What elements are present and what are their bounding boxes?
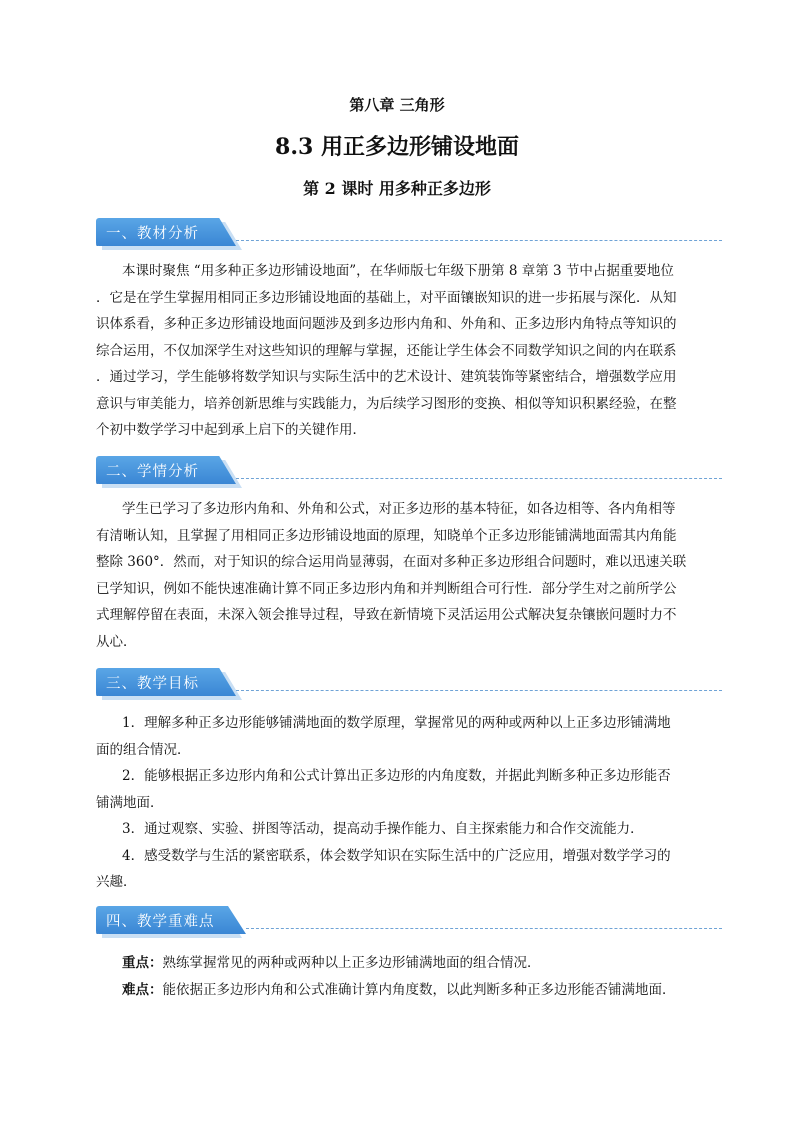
paragraph-line: 1．理解多种正多边形能够铺满地面的数学原理，掌握常见的两种或两种以上正多边形铺满地: [122, 715, 671, 731]
section-body-teaching-objectives: [96, 710, 722, 896]
paragraph-line: 本课时聚焦 “用多种正多边形铺设地面”，在华师版七年级下册第 8 章第 3 节中占据重要地位: [122, 263, 674, 279]
paragraph-line: 4．感受数学与生活的紧密联系，体会数学知识在实际生活中的广泛应用，增强对数学学习的: [122, 847, 671, 864]
difficult-point-line: [96, 977, 722, 1004]
paragraph-line: 个初中数学学习中起到承上启下的关键作用．: [96, 422, 366, 438]
paragraph-line: 式理解停留在表面，未深入领会推导过程，导致在新情境下灵活运用公式解决复杂镶嵌问题时力不: [96, 607, 677, 623]
paragraph-line: 学生已学习了多边形内角和、外角和公式，对正多边形的基本特征，如各边相等、各内角相等: [122, 501, 676, 517]
lesson-title: 8.3 用正多边形铺设地面: [275, 134, 519, 160]
section-header-textbook-analysis: [96, 218, 722, 248]
paragraph-line: 整除 360°．然而，对于知识的综合运用尚显薄弱，在面对多种正多边形组合问题时，难以迅速关联: [96, 554, 687, 570]
chapter-title: 第八章 三角形: [349, 96, 445, 114]
section-header-key-difficult-points: [96, 906, 722, 936]
paragraph-line: 兴趣．: [96, 874, 137, 890]
section-heading: 二、学情分析: [106, 464, 199, 480]
key-point-text: 熟练掌握常见的两种或两种以上正多边形铺满地面的组合情况．: [162, 955, 541, 971]
section-body-learner-analysis: [96, 496, 722, 655]
paragraph-line: ．通过学习，学生能够将数学知识与实际生活中的艺术设计、建筑装饰等紧密结合，增强数学应用: [96, 369, 677, 385]
key-point-label: 重点：: [122, 955, 163, 971]
section-header-teaching-objectives: [96, 668, 722, 698]
paragraph-line: 识体系看，多种正多边形铺设地面问题涉及到多边形内角和、外角和、正多边形内角特点等知识的: [96, 316, 677, 332]
paragraph-line: 意识与审美能力，培养创新思维与实践能力，为后续学习图形的变换、相似等知识积累经验，在整: [96, 395, 677, 412]
section-heading: 三、教学目标: [106, 676, 199, 692]
section-divider: [236, 690, 722, 691]
paragraph-line: 综合运用，不仅加深学生对这些知识的理解与掌握，还能让学生体会不同数学知识之间的内在联系: [96, 342, 677, 359]
paragraph-line: 铺满地面．: [96, 794, 164, 811]
paragraph-line: ．它是在学生掌握用相同正多边形铺设地面的基础上，对平面镶嵌知识的进一步拓展与深化．从知: [96, 289, 677, 306]
section-header-learner-analysis: [96, 456, 722, 486]
section-divider: [236, 478, 722, 479]
difficult-point-text: 能依据正多边形内角和公式准确计算内角度数，以此判断多种正多边形能否铺满地面．: [162, 981, 676, 998]
paragraph-line: 面的组合情况．: [96, 741, 191, 758]
paragraph-line: 3．通过观察、实验、拼图等活动，提高动手操作能力、自主探索能力和合作交流能力．: [122, 821, 644, 837]
difficult-point-label: 难点：: [122, 981, 163, 998]
lesson-subtitle: 第 2 课时 用多种正多边形: [303, 179, 491, 198]
paragraph-line: 从心．: [96, 633, 137, 650]
section-divider: [246, 928, 722, 929]
section-heading: 一、教材分析: [106, 226, 199, 242]
key-point-line: [96, 950, 722, 977]
section-heading: 四、教学重难点: [106, 914, 215, 930]
paragraph-line: 2．能够根据正多边形内角和公式计算出正多边形的内角度数，并据此判断多种正多边形能否: [122, 768, 671, 784]
section-divider: [236, 240, 722, 241]
section-body-key-difficult-points: [96, 950, 722, 1003]
section-body-textbook-analysis: [96, 258, 722, 444]
paragraph-line: 有清晰认知，且掌握了用相同正多边形铺设地面的原理，知晓单个正多边形能铺满地面需其内角能: [96, 527, 677, 544]
paragraph-line: 已学知识，例如不能快速准确计算不同正多边形内角和并判断组合可行性．部分学生对之前所学公: [96, 580, 677, 597]
